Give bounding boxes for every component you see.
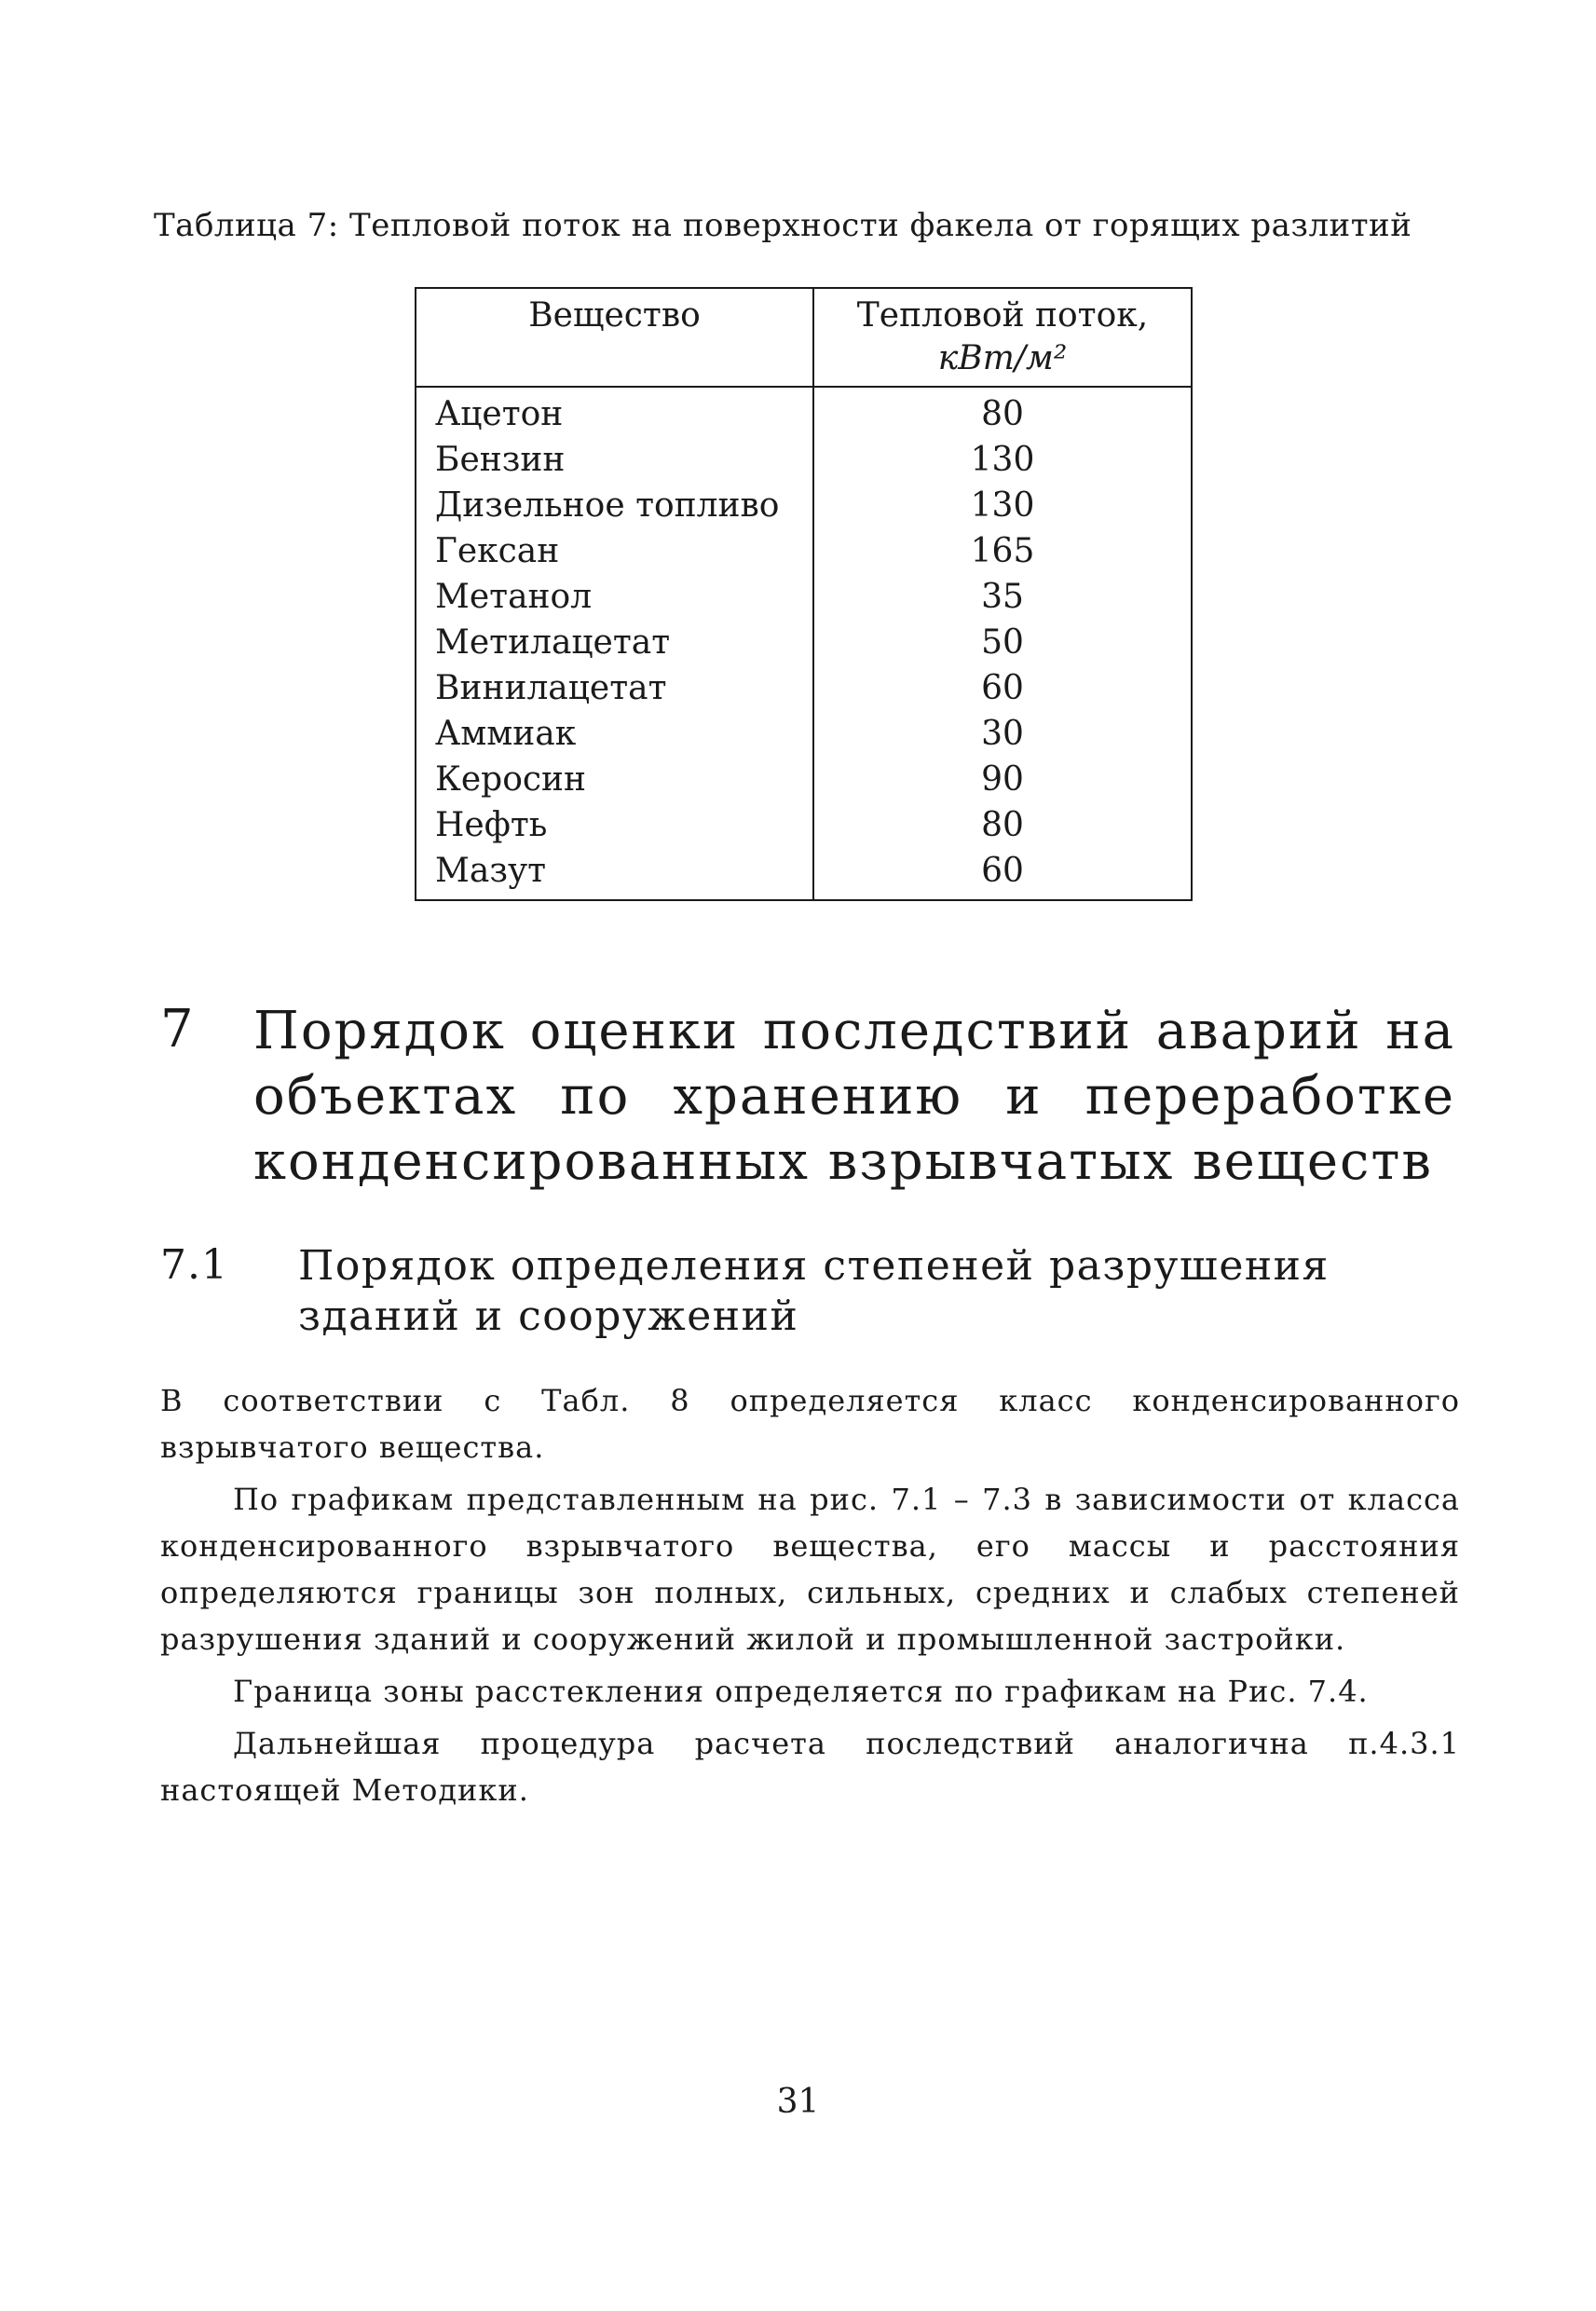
subsection-title: Порядок определения степеней разрушения зданий и сооружений [298, 1242, 1330, 1340]
substance-cell: Винилацетат [416, 665, 813, 711]
table-row [416, 574, 1192, 620]
column-header-heat-flux-label: Тепловой поток, [856, 296, 1149, 335]
paragraph: Граница зоны расстекления определяется по графикам на Рис. 7.4. [233, 1674, 1369, 1709]
heat-flux-cell: 130 [970, 441, 1035, 479]
substance-cell: Гексан [416, 528, 813, 574]
substance-cell: Дизельное топливо [416, 483, 813, 528]
table-row [416, 711, 1192, 757]
paragraph: По графикам представленным на рис. 7.1 – 7.3 в зависимости от класса конденсированного взрывчатого вещества, его массы и расстояния определяются границы зон полных, сильных, средних и слабых степеней разрушения зданий и сооружений жилой и промышленной застройки. [160, 1482, 1460, 1657]
table-row [416, 757, 1192, 802]
heat-flux-cell: 50 [981, 623, 1024, 662]
paragraph: Дальнейшая процедура расчета последствий аналогична п.4.3.1 настоящей Методики. [160, 1726, 1460, 1808]
heat-flux-cell: 165 [970, 532, 1035, 570]
paragraph: В соответствии с Табл. 8 определяется класс конденсированного взрывчатого вещества. [160, 1383, 1460, 1465]
column-header-heat-flux [813, 288, 1192, 387]
substance-cell: Аммиак [416, 711, 813, 757]
table-row [416, 665, 1192, 711]
section-title: Порядок оценки последствий аварий на объектах по хранению и переработке конденсированных взрывчатых веществ [253, 1001, 1455, 1192]
heat-flux-cell: 35 [981, 578, 1024, 616]
table-row [416, 387, 1192, 437]
table-row [416, 802, 1192, 848]
subsection-number: 7.1 [160, 1241, 228, 1289]
substance-cell: Бензин [416, 437, 813, 483]
table-row [416, 620, 1192, 665]
heat-flux-cell: 130 [970, 486, 1035, 525]
heat-flux-cell: 60 [981, 669, 1024, 707]
heat-flux-table [415, 287, 1193, 901]
column-header-unit: кВт/м² [937, 339, 1068, 377]
table-row [416, 528, 1192, 574]
table-row [416, 848, 1192, 900]
substance-cell: Мазут [416, 848, 813, 900]
table-header-row [416, 288, 1192, 387]
table-caption: Таблица 7: Тепловой поток на поверхности факела от горящих разлитий [154, 207, 1412, 244]
table-body [416, 387, 1192, 900]
substance-cell: Метилацетат [416, 620, 813, 665]
substance-cell: Керосин [416, 757, 813, 802]
heat-flux-cell: 80 [981, 806, 1024, 844]
heat-flux-cell: 80 [981, 395, 1024, 433]
section-number: 7 [160, 999, 195, 1060]
table-row [416, 483, 1192, 528]
table-row [416, 437, 1192, 483]
substance-cell: Нефть [416, 802, 813, 848]
heat-flux-cell: 60 [981, 852, 1024, 890]
substance-cell: Метанол [416, 574, 813, 620]
body-text [160, 1377, 1460, 1819]
page-number: 31 [776, 2083, 820, 2121]
heat-flux-cell: 90 [981, 760, 1024, 799]
substance-cell: Ацетон [416, 387, 813, 437]
heat-flux-cell: 30 [981, 715, 1024, 753]
column-header-substance: Вещество [416, 288, 813, 387]
